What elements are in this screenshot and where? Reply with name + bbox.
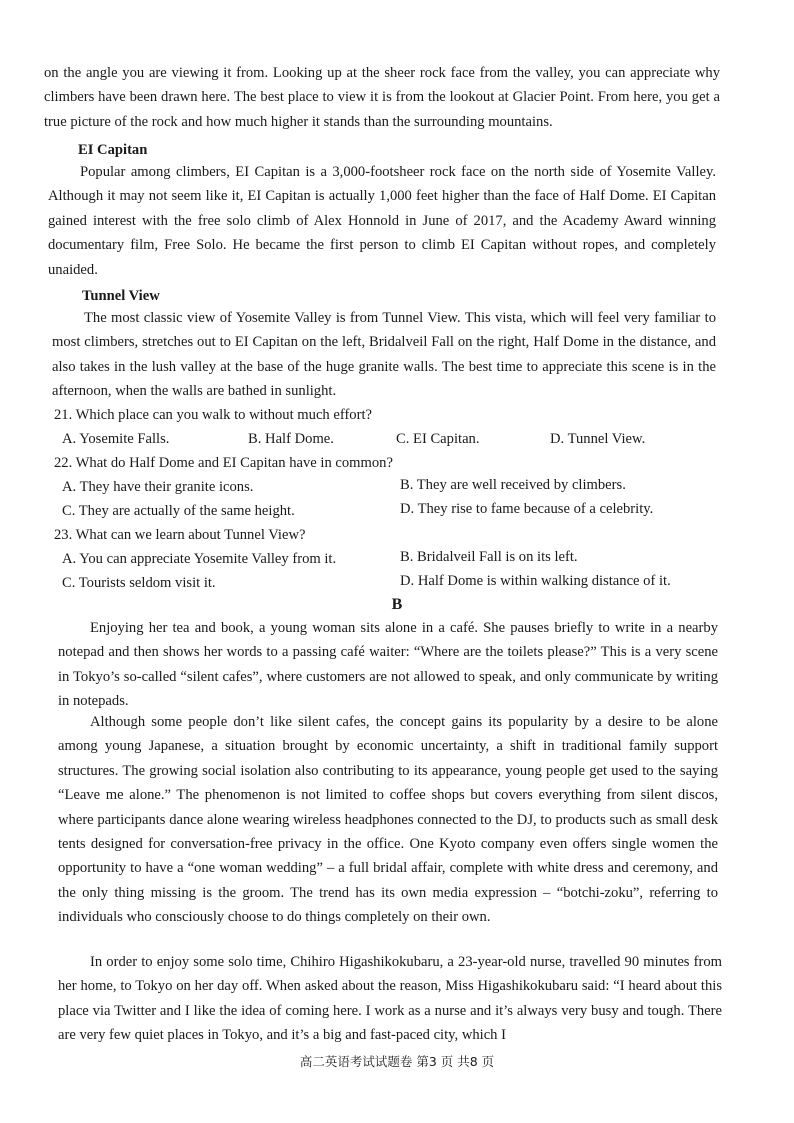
section-b-label: B	[391, 596, 403, 613]
question-22-option-a: A. They have their granite icons.	[62, 479, 254, 495]
question-22-stem: 22. What do Half Dome and EI Capitan have in common?	[54, 455, 393, 471]
page-footer: 高二英语考试试题卷 第3 页 共8 页	[299, 1054, 495, 1069]
question-22-option-c: C. They are actually of the same height.	[62, 503, 295, 519]
passage-b-paragraph-1: Enjoying her tea and book, a young woman sits alone in a café. She pauses briefly to write in a nearby notepad and then shows her words to a passing café waiter: “Where are the toilets please?” This is a very scene in Tokyo’s so-called “silent cafes”, where customers are not allowed to speak, and only communicate by writing in notepads.	[58, 620, 718, 710]
question-21-stem: 21. Which place can you walk to without much effort?	[54, 407, 372, 423]
question-21-option-d: D. Tunnel View.	[550, 431, 646, 447]
intro-paragraph: on the angle you are viewing it from. Looking up at the sheer rock face from the valley, you can appreciate why climbers have been drawn here. The best place to view it is from the lookout at Glacier Point. From here, you get a true picture of the rock and how much higher it stands than the surrounding mountains.	[44, 65, 720, 130]
question-23-stem: 23. What can we learn about Tunnel View?	[54, 527, 306, 543]
question-22-option-d: D. They rise to fame because of a celebrity.	[400, 501, 654, 517]
el-capitan-heading: EI Capitan	[78, 142, 148, 158]
tunnel-view-paragraph: The most classic view of Yosemite Valley is from Tunnel View. This vista, which will feel very familiar to most climbers, stretches out to EI Capitan on the left, Bridalveil Fall on the right, Half Dome in the distance, and also takes in the lush valley at the base of the huge granite walls. The best time to appreciate this scene is in the afternoon, when the walls are bathed in sunlight.	[52, 310, 716, 400]
question-21-option-c: C. EI Capitan.	[396, 431, 480, 447]
question-23-option-d: D. Half Dome is within walking distance of it.	[400, 573, 671, 589]
tunnel-view-heading: Tunnel View	[82, 288, 160, 304]
passage-b-paragraph-3: In order to enjoy some solo time, Chihiro Higashikokubaru, a 23-year-old nurse, travelled 90 minutes from her home, to Tokyo on her day off. When asked about the reason, Miss Higashikokubaru said: “I heard about this place via Twitter and I like the idea of coming here. I work as a nurse and it’s always very busy and tough. There are very few quiet places in Tokyo, and it’s a big and fast-paced city, which I	[58, 954, 722, 1044]
question-23-option-a: A. You can appreciate Yosemite Valley from it.	[62, 551, 337, 567]
passage-b-paragraph-2: Although some people don’t like silent cafes, the concept gains its popularity by a desire to be alone among young Japanese, a situation brought by economic uncertainty, a shift in traditional family support structures. The growing social isolation also contributing to its appearance, young people get used to the saying “Leave me alone.” The phenomenon is not limited to coffee shops but covers everything from silent discos, where participants dance alone wearing wireless headphones connected to the DJ, to products such as small desk tents designed for conversation-free privacy in the office. One Kyoto company even offers single women the opportunity to have a “one woman wedding” – a full bridal affair, complete with white dress and ceremony, and the only thing missing is the groom. The trend has its own media expression – “botchi-zoku”, referring to individuals who consciously choose to do things completely on their own.	[58, 714, 718, 926]
el-capitan-paragraph: Popular among climbers, EI Capitan is a 3,000-footsheer rock face on the north side of Yosemite Valley. Although it may not seem like it, EI Capitan is actually 1,000 feet higher than the face of Half Dome. EI Capitan gained interest with the free solo climb of Alex Honnold in June of 2017, and the Academy Award winning documentary film, Free Solo. He became the first person to climb EI Capitan without ropes, and completely unaided.	[48, 164, 716, 278]
question-23-option-c: C. Tourists seldom visit it.	[62, 575, 216, 591]
question-21-option-b: B. Half Dome.	[248, 431, 334, 447]
question-23-option-b: B. Bridalveil Fall is on its left.	[400, 549, 578, 565]
question-21-option-a: A. Yosemite Falls.	[62, 431, 170, 447]
question-22-option-b: B. They are well received by climbers.	[400, 477, 626, 493]
